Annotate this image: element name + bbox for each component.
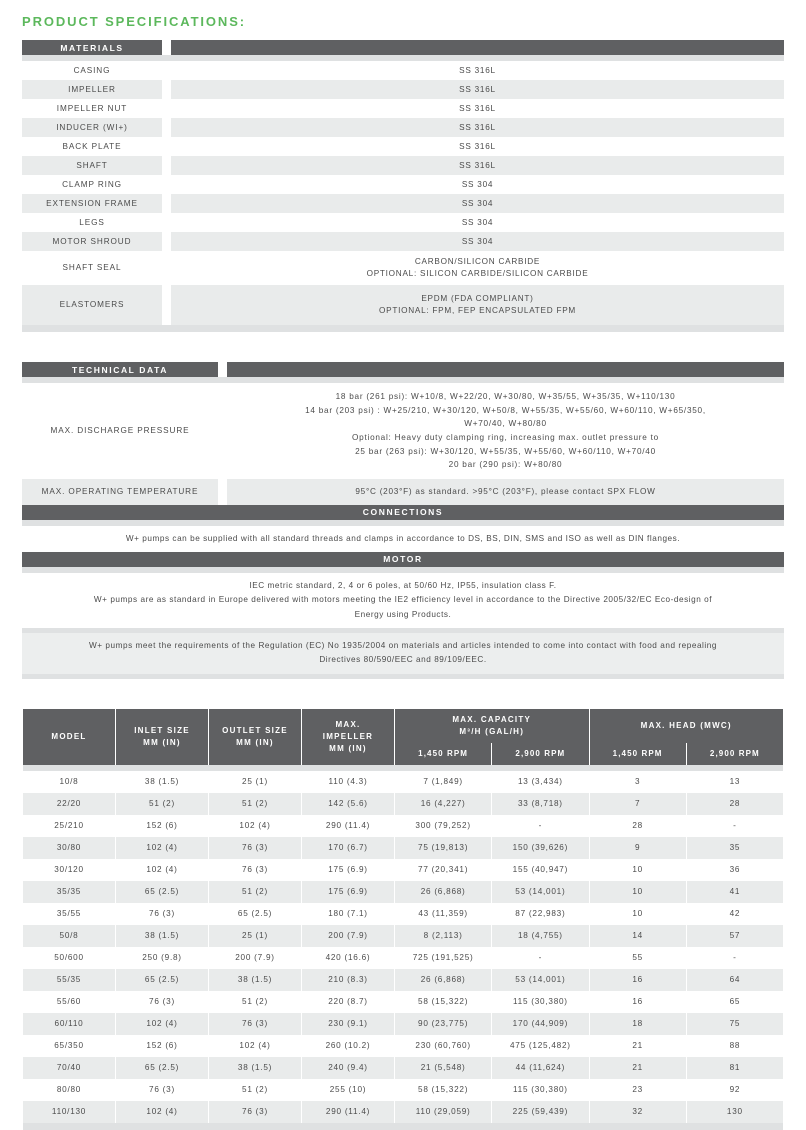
table-cell: 33 (8,718) <box>492 793 588 815</box>
table-cell: 43 (11,359) <box>395 903 491 925</box>
table-cell: 102 (4) <box>209 815 301 837</box>
table-cell: 420 (16.6) <box>302 947 394 969</box>
table-cell: 102 (4) <box>116 859 208 881</box>
table-cell: 18 <box>590 1013 686 1035</box>
technical-heading-band <box>22 362 784 383</box>
table-cell-model: 10/8 <box>23 771 115 793</box>
connections-table <box>22 526 784 552</box>
materials-row-value: SS 316L <box>171 99 784 118</box>
table-cell-model: 22/20 <box>23 793 115 815</box>
technical-row-value: 95°C (203°F) as standard. >95°C (203°F), please contact SPX FLOW <box>227 479 784 505</box>
row-gutter <box>162 61 171 80</box>
table-row <box>23 793 783 815</box>
materials-row <box>22 213 784 232</box>
row-gutter <box>162 232 171 251</box>
motor-text: IEC metric standard, 2, 4 or 6 poles, at 50/60 Hz, IP55, insulation class F. W+ pumps are as standard in Europe delivered with motors meeting the IE2 efficiency level in accordance to the Directive 2005/32/EC Eco-design of Energy using Products. <box>22 573 784 628</box>
materials-row-label: IMPELLER NUT <box>22 99 162 118</box>
table-cell-model: 80/80 <box>23 1079 115 1101</box>
table-row <box>23 881 783 903</box>
table-cell: 75 (19,813) <box>395 837 491 859</box>
table-cell: 58 (15,322) <box>395 1079 491 1101</box>
table-cell: 28 <box>590 815 686 837</box>
connections-heading-table <box>22 505 784 520</box>
materials-row-value: SS 304 <box>171 175 784 194</box>
materials-row <box>22 285 784 325</box>
materials-row-label: CLAMP RING <box>22 175 162 194</box>
table-cell: 65 (2.5) <box>209 903 301 925</box>
table-cell: 32 <box>590 1101 686 1123</box>
col-header-model: MODEL <box>23 709 115 765</box>
table-cell: 38 (1.5) <box>116 771 208 793</box>
table-cell-model: 110/130 <box>23 1101 115 1123</box>
table-cell: 14 <box>590 925 686 947</box>
table-cell: 76 (3) <box>116 991 208 1013</box>
table-cell: 38 (1.5) <box>209 969 301 991</box>
table-cell: 76 (3) <box>209 1101 301 1123</box>
table-cell: 65 <box>687 991 783 1013</box>
table-cell-model: 50/600 <box>23 947 115 969</box>
heading-gutter <box>162 40 171 55</box>
materials-row <box>22 118 784 137</box>
materials-row-value: SS 316L <box>171 61 784 80</box>
row-gutter <box>162 99 171 118</box>
page-title: PRODUCT SPECIFICATIONS: <box>22 14 247 29</box>
table-cell: 7 (1,849) <box>395 771 491 793</box>
table-cell: 76 (3) <box>209 859 301 881</box>
table-cell-model: 55/35 <box>23 969 115 991</box>
table-cell-model: 65/350 <box>23 1035 115 1057</box>
table-cell: 38 (1.5) <box>116 925 208 947</box>
table-cell: 35 <box>687 837 783 859</box>
table-cell: 152 (6) <box>116 1035 208 1057</box>
table-cell: - <box>687 815 783 837</box>
table-cell: 57 <box>687 925 783 947</box>
table-cell: 51 (2) <box>209 793 301 815</box>
materials-row <box>22 251 784 285</box>
col-header-head-2900rpm: 2,900 RPM <box>687 743 783 765</box>
table-cell: 102 (4) <box>116 837 208 859</box>
materials-row <box>22 194 784 213</box>
table-cell: 51 (2) <box>116 793 208 815</box>
motor-data-gap <box>22 679 784 709</box>
table-cell: 170 (6.7) <box>302 837 394 859</box>
table-cell: 26 (6,868) <box>395 969 491 991</box>
materials-row-value: SS 316L <box>171 80 784 99</box>
table-row <box>23 991 783 1013</box>
materials-row <box>22 61 784 80</box>
table-row <box>23 1101 783 1123</box>
table-row <box>23 1079 783 1101</box>
col-header-capacity-2900rpm: 2,900 RPM <box>492 743 588 765</box>
materials-row <box>22 137 784 156</box>
motor-table <box>22 573 784 679</box>
materials-heading-table <box>22 40 784 55</box>
table-cell: 65 (2.5) <box>116 881 208 903</box>
table-cell: 102 (4) <box>209 1035 301 1057</box>
table-cell: 38 (1.5) <box>209 1057 301 1079</box>
table-cell: 9 <box>590 837 686 859</box>
table-cell: 81 <box>687 1057 783 1079</box>
table-cell: 255 (10) <box>302 1079 394 1101</box>
table-cell: 25 (1) <box>209 925 301 947</box>
materials-row-label: SHAFT SEAL <box>22 251 162 285</box>
table-cell: 51 (2) <box>209 991 301 1013</box>
table-cell: - <box>492 815 588 837</box>
table-cell: 250 (9.8) <box>116 947 208 969</box>
col-header-capacity-1450rpm: 1,450 RPM <box>395 743 491 765</box>
col-header-max-capacity: MAX. CAPACITY M³/H (GAL/H) <box>395 709 589 743</box>
table-cell: 26 (6,868) <box>395 881 491 903</box>
table-cell: 21 <box>590 1035 686 1057</box>
materials-row-value: SS 304 <box>171 213 784 232</box>
table-cell-model: 55/60 <box>23 991 115 1013</box>
materials-row-value: CARBON/SILICON CARBIDE OPTIONAL: SILICON CARBIDE/SILICON CARBIDE <box>171 251 784 285</box>
table-row <box>23 903 783 925</box>
table-cell: 28 <box>687 793 783 815</box>
materials-heading-filler <box>171 40 784 55</box>
materials-row-label: EXTENSION FRAME <box>22 194 162 213</box>
table-cell: 102 (4) <box>116 1101 208 1123</box>
table-cell: 87 (22,983) <box>492 903 588 925</box>
table-cell-model: 25/210 <box>23 815 115 837</box>
materials-row <box>22 99 784 118</box>
motor-heading-table <box>22 552 784 567</box>
table-cell: 130 <box>687 1101 783 1123</box>
col-header-max-impeller: MAX. IMPELLER MM (IN) <box>302 709 394 765</box>
technical-table-body <box>22 383 784 505</box>
table-cell: 16 <box>590 991 686 1013</box>
table-cell: 220 (8.7) <box>302 991 394 1013</box>
table-cell: 58 (15,322) <box>395 991 491 1013</box>
motor-regulation-text: W+ pumps meet the requirements of the Regulation (EC) No 1935/2004 on materials and articles intended to come into contact with food and repealing Directives 80/590/EEC and 89/109/EEC. <box>22 633 784 674</box>
table-cell: 16 <box>590 969 686 991</box>
table-cell: 36 <box>687 859 783 881</box>
table-cell-model: 50/8 <box>23 925 115 947</box>
table-cell: 142 (5.6) <box>302 793 394 815</box>
table-cell: 290 (11.4) <box>302 815 394 837</box>
table-cell: 230 (60,760) <box>395 1035 491 1057</box>
table-cell: 88 <box>687 1035 783 1057</box>
table-cell: 115 (30,380) <box>492 991 588 1013</box>
materials-row-value: SS 316L <box>171 137 784 156</box>
col-header-outlet-size: OUTLET SIZE MM (IN) <box>209 709 301 765</box>
table-cell: 475 (125,482) <box>492 1035 588 1057</box>
pump-performance-table <box>22 709 784 1130</box>
table-cell: 200 (7.9) <box>302 925 394 947</box>
connections-heading-band <box>22 505 784 526</box>
row-gutter <box>162 175 171 194</box>
materials-table-body <box>22 61 784 332</box>
table-cell: 10 <box>590 903 686 925</box>
table-cell: 77 (20,341) <box>395 859 491 881</box>
technical-row-label: MAX. DISCHARGE PRESSURE <box>22 383 218 479</box>
row-gutter <box>162 156 171 175</box>
row-gutter <box>162 80 171 99</box>
table-cell-model: 60/110 <box>23 1013 115 1035</box>
materials-row-value: EPDM (FDA COMPLIANT) OPTIONAL: FPM, FEP ENCAPSULATED FPM <box>171 285 784 325</box>
table-cell: 51 (2) <box>209 1079 301 1101</box>
table-cell: 152 (6) <box>116 815 208 837</box>
table-cell: 55 <box>590 947 686 969</box>
table-cell: 725 (191,525) <box>395 947 491 969</box>
technical-row-label: MAX. OPERATING TEMPERATURE <box>22 479 218 505</box>
table-cell: 65 (2.5) <box>116 1057 208 1079</box>
table-cell: 76 (3) <box>209 1013 301 1035</box>
materials-row-label: LEGS <box>22 213 162 232</box>
materials-heading-band <box>22 40 784 61</box>
table-cell: 225 (59,439) <box>492 1101 588 1123</box>
table-cell: 10 <box>590 859 686 881</box>
table-cell: 13 <box>687 771 783 793</box>
row-gutter <box>218 383 227 479</box>
table-row <box>23 815 783 837</box>
table-cell: 3 <box>590 771 686 793</box>
materials-row-label: MOTOR SHROUD <box>22 232 162 251</box>
table-cell-model: 70/40 <box>23 1057 115 1079</box>
row-gutter <box>162 285 171 325</box>
table-row <box>23 1057 783 1079</box>
table-cell: 64 <box>687 969 783 991</box>
pump-table-foot <box>23 1123 783 1130</box>
row-gutter <box>162 194 171 213</box>
technical-heading-filler <box>227 362 784 377</box>
technical-row <box>22 383 784 479</box>
materials-table <box>22 61 784 332</box>
table-cell: 260 (10.2) <box>302 1035 394 1057</box>
table-cell: 51 (2) <box>209 881 301 903</box>
table-cell: 230 (9.1) <box>302 1013 394 1035</box>
technical-heading-table <box>22 362 784 377</box>
table-cell: 75 <box>687 1013 783 1035</box>
table-cell: 53 (14,001) <box>492 881 588 903</box>
heading-gutter <box>218 362 227 377</box>
materials-heading: MATERIALS <box>22 40 162 55</box>
table-cell: 175 (6.9) <box>302 859 394 881</box>
motor-heading: MOTOR <box>22 552 784 567</box>
table-cell: 290 (11.4) <box>302 1101 394 1123</box>
table-cell: 13 (3,434) <box>492 771 588 793</box>
materials-row-value: SS 304 <box>171 194 784 213</box>
table-cell: 90 (23,775) <box>395 1013 491 1035</box>
table-cell: 102 (4) <box>116 1013 208 1035</box>
table-cell: 115 (30,380) <box>492 1079 588 1101</box>
table-row <box>23 969 783 991</box>
table-cell: 21 <box>590 1057 686 1079</box>
materials-row-label: INDUCER (WI+) <box>22 118 162 137</box>
technical-heading: TECHNICAL DATA <box>22 362 218 377</box>
table-cell: 76 (3) <box>116 903 208 925</box>
connections-heading: CONNECTIONS <box>22 505 784 520</box>
table-cell: 200 (7.9) <box>209 947 301 969</box>
table-cell: 92 <box>687 1079 783 1101</box>
row-gutter <box>162 251 171 285</box>
table-row <box>23 947 783 969</box>
table-cell: 25 (1) <box>209 771 301 793</box>
materials-row <box>22 80 784 99</box>
table-row <box>23 1035 783 1057</box>
table-cell: 240 (9.4) <box>302 1057 394 1079</box>
row-gutter <box>218 479 227 505</box>
connections-text: W+ pumps can be supplied with all standard threads and clamps in accordance to DS, BS, DIN, SMS and ISO as well as DIN flanges. <box>22 526 784 552</box>
table-cell: 155 (40,947) <box>492 859 588 881</box>
table-cell-model: 35/35 <box>23 881 115 903</box>
materials-row <box>22 232 784 251</box>
row-gutter <box>162 137 171 156</box>
col-header-inlet-size: INLET SIZE MM (IN) <box>116 709 208 765</box>
table-cell: 180 (7.1) <box>302 903 394 925</box>
table-cell: 76 (3) <box>209 837 301 859</box>
table-cell: 53 (14,001) <box>492 969 588 991</box>
foot-spacer <box>23 1123 783 1130</box>
table-row <box>23 1013 783 1035</box>
table-row <box>23 771 783 793</box>
materials-row-label: SHAFT <box>22 156 162 175</box>
table-cell: - <box>687 947 783 969</box>
table-cell: 76 (3) <box>116 1079 208 1101</box>
materials-row-label: IMPELLER <box>22 80 162 99</box>
materials-row-label: CASING <box>22 61 162 80</box>
table-cell: 7 <box>590 793 686 815</box>
table-cell: 10 <box>590 881 686 903</box>
technical-row-value: 18 bar (261 psi): W+10/8, W+22/20, W+30/80, W+35/55, W+35/35, W+110/130 14 bar (203 psi) : W+25/210, W+30/120, W+50/8, W+55/35, W+55/60, W+60/110, W+65/350, W+70/40, W+80/80 Optional: Heavy duty clamping ring, increasing max. outlet pressure to 25 bar (263 psi): W+30/120, W+55/35, W+55/60, W+60/110, W+70/40 20 bar (290 psi): W+80/80 <box>227 383 784 479</box>
materials-row-label: BACK PLATE <box>22 137 162 156</box>
table-row <box>23 837 783 859</box>
table-cell: 44 (11,624) <box>492 1057 588 1079</box>
table-cell: - <box>492 947 588 969</box>
materials-row <box>22 156 784 175</box>
table-cell: 41 <box>687 881 783 903</box>
table-cell: 21 (5,548) <box>395 1057 491 1079</box>
pump-table-head <box>23 709 783 771</box>
table-cell-model: 35/55 <box>23 903 115 925</box>
materials-row-value: SS 316L <box>171 156 784 175</box>
table-row <box>23 925 783 947</box>
materials-row <box>22 175 784 194</box>
table-cell: 23 <box>590 1079 686 1101</box>
materials-bottom-band <box>22 325 784 332</box>
col-header-max-head: MAX. HEAD (MWC) <box>590 709 784 743</box>
table-cell: 42 <box>687 903 783 925</box>
table-cell: 300 (79,252) <box>395 815 491 837</box>
materials-row-label: ELASTOMERS <box>22 285 162 325</box>
table-row <box>23 859 783 881</box>
table-cell: 110 (29,059) <box>395 1101 491 1123</box>
row-gutter <box>162 118 171 137</box>
table-cell-model: 30/120 <box>23 859 115 881</box>
table-cell: 8 (2,113) <box>395 925 491 947</box>
table-cell: 210 (8.3) <box>302 969 394 991</box>
table-cell-model: 30/80 <box>23 837 115 859</box>
table-cell: 18 (4,755) <box>492 925 588 947</box>
col-header-head-1450rpm: 1,450 RPM <box>590 743 686 765</box>
technical-row <box>22 479 784 505</box>
row-gutter <box>162 213 171 232</box>
table-cell: 16 (4,227) <box>395 793 491 815</box>
table-cell: 175 (6.9) <box>302 881 394 903</box>
table-cell: 65 (2.5) <box>116 969 208 991</box>
table-cell: 150 (39,626) <box>492 837 588 859</box>
materials-technical-gap <box>22 332 784 362</box>
table-cell: 170 (44,909) <box>492 1013 588 1035</box>
pump-table-body <box>23 771 783 1123</box>
motor-heading-band <box>22 552 784 573</box>
technical-table <box>22 383 784 505</box>
materials-row-value: SS 304 <box>171 232 784 251</box>
materials-row-value: SS 316L <box>171 118 784 137</box>
table-cell: 110 (4.3) <box>302 771 394 793</box>
